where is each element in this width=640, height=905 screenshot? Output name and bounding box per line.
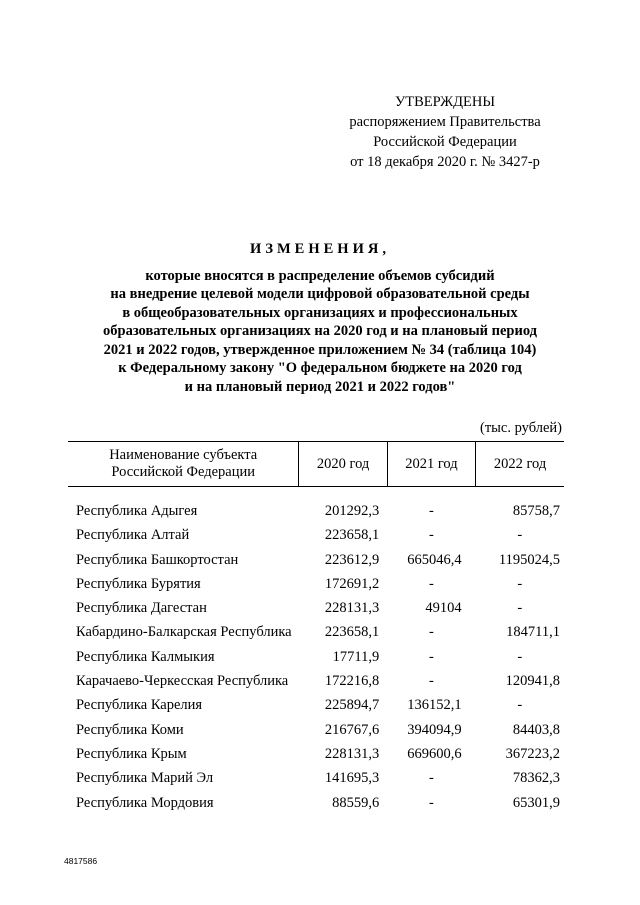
value-2022: - <box>517 697 523 714</box>
title-line: образовательных организациях на 2020 год и на плановый период <box>103 323 537 339</box>
table-row <box>68 722 564 746</box>
value-2021: 49104 <box>425 600 462 617</box>
value-2021: 665046,4 <box>407 551 462 568</box>
header-region: Наименование субъекта Российской Федерации <box>68 442 299 487</box>
value-2021: - <box>429 575 434 592</box>
value-2021: 136152,1 <box>407 697 462 714</box>
title-heading: ИЗМЕНЕНИЯ, <box>250 241 390 257</box>
value-2020: 223658,1 <box>324 624 380 641</box>
title-line: 2021 и 2022 годов, утвержденное приложением № 34 (таблица 104) <box>103 341 537 358</box>
region-name: Республика Коми <box>76 721 184 738</box>
table-header-row <box>68 442 564 487</box>
region-name: Республика Мордовия <box>76 794 214 811</box>
value-2022: 1195024,5 <box>498 551 560 568</box>
region-name: Республика Дагестан <box>76 600 207 617</box>
region-name: Карачаево-Черкесская Республика <box>76 673 289 690</box>
value-2020: 225894,7 <box>324 697 380 714</box>
value-2020: 216767,6 <box>324 721 380 738</box>
table-row <box>68 552 564 576</box>
value-2020: 228131,3 <box>324 600 380 617</box>
table-body <box>68 487 564 819</box>
value-2021: - <box>429 794 434 811</box>
value-2022: - <box>517 648 523 665</box>
table-row <box>68 600 564 624</box>
table-row <box>68 527 564 551</box>
region-name: Республика Карелия <box>76 697 203 714</box>
table-row <box>68 697 564 721</box>
approval-line: Российской Федерации <box>373 134 517 150</box>
approval-heading: УТВЕРЖДЕНЫ <box>394 94 496 110</box>
table-row <box>68 576 564 600</box>
value-2020: 223612,9 <box>324 551 380 568</box>
value-2020: 17711,9 <box>332 648 380 665</box>
value-2021: - <box>429 648 434 665</box>
region-name: Республика Бурятия <box>76 575 201 592</box>
table-row <box>68 770 564 794</box>
table-row <box>68 673 564 697</box>
value-2022: 120941,8 <box>505 673 560 690</box>
value-2021: 394094,9 <box>407 721 462 738</box>
value-2020: 141695,3 <box>324 770 380 787</box>
approval-block <box>330 92 560 172</box>
approval-line: от 18 декабря 2020 г. № 3427-р <box>350 154 540 170</box>
value-2020: 88559,6 <box>332 794 380 811</box>
document-title <box>60 240 580 396</box>
value-2021: - <box>429 503 434 519</box>
units-label: (тыс. рублей) <box>480 420 562 436</box>
region-name: Республика Марий Эл <box>76 770 214 787</box>
header-2021: 2021 год <box>387 442 475 487</box>
value-2020: 223658,1 <box>324 527 380 544</box>
region-name: Республика Адыгея <box>76 503 198 519</box>
value-2021: - <box>429 624 434 641</box>
table-row <box>68 795 564 819</box>
table-row <box>68 649 564 673</box>
value-2022: 367223,2 <box>505 745 560 762</box>
header-2022: 2022 год <box>476 442 564 487</box>
title-line: которые вносятся в распределение объемов субсидий <box>145 267 495 284</box>
subsidy-table <box>68 441 564 819</box>
value-2022: 65301,9 <box>512 794 560 811</box>
approval-line: распоряжением Правительства <box>349 114 541 130</box>
value-2022: - <box>517 575 523 592</box>
document-number: 4817586 <box>64 856 98 866</box>
region-name: Кабардино-Балкарская Республика <box>76 624 292 641</box>
table-row <box>68 503 564 527</box>
region-name: Республика Алтай <box>76 527 190 544</box>
title-line: к Федеральному закону "О федеральном бюджете на 2020 год <box>118 360 522 376</box>
value-2022: - <box>517 600 523 617</box>
value-2022: 78362,3 <box>512 770 560 787</box>
region-name: Республика Крым <box>76 745 187 762</box>
value-2020: 201292,3 <box>324 503 380 519</box>
value-2020: 172216,8 <box>324 673 380 690</box>
value-2020: 228131,3 <box>324 745 380 762</box>
header-2020: 2020 год <box>299 442 387 487</box>
value-2022: 184711,1 <box>506 624 560 641</box>
value-2021: - <box>429 770 434 787</box>
title-line: и на плановый период 2021 и 2022 годов" <box>184 378 456 395</box>
value-2022: - <box>517 527 523 544</box>
title-line: в общеобразовательных организациях и профессиональных <box>122 304 518 321</box>
value-2020: 172691,2 <box>324 575 380 592</box>
value-2021: - <box>429 527 434 544</box>
value-2022: 84403,8 <box>512 721 560 738</box>
value-2021: - <box>429 673 434 690</box>
value-2022: 85758,7 <box>512 503 560 519</box>
region-name: Республика Башкортостан <box>76 551 239 568</box>
title-line: на внедрение целевой модели цифровой образовательной среды <box>110 286 530 302</box>
region-name: Республика Калмыкия <box>76 648 215 665</box>
value-2021: 669600,6 <box>407 745 462 762</box>
table-row <box>68 746 564 770</box>
table-row <box>68 624 564 648</box>
